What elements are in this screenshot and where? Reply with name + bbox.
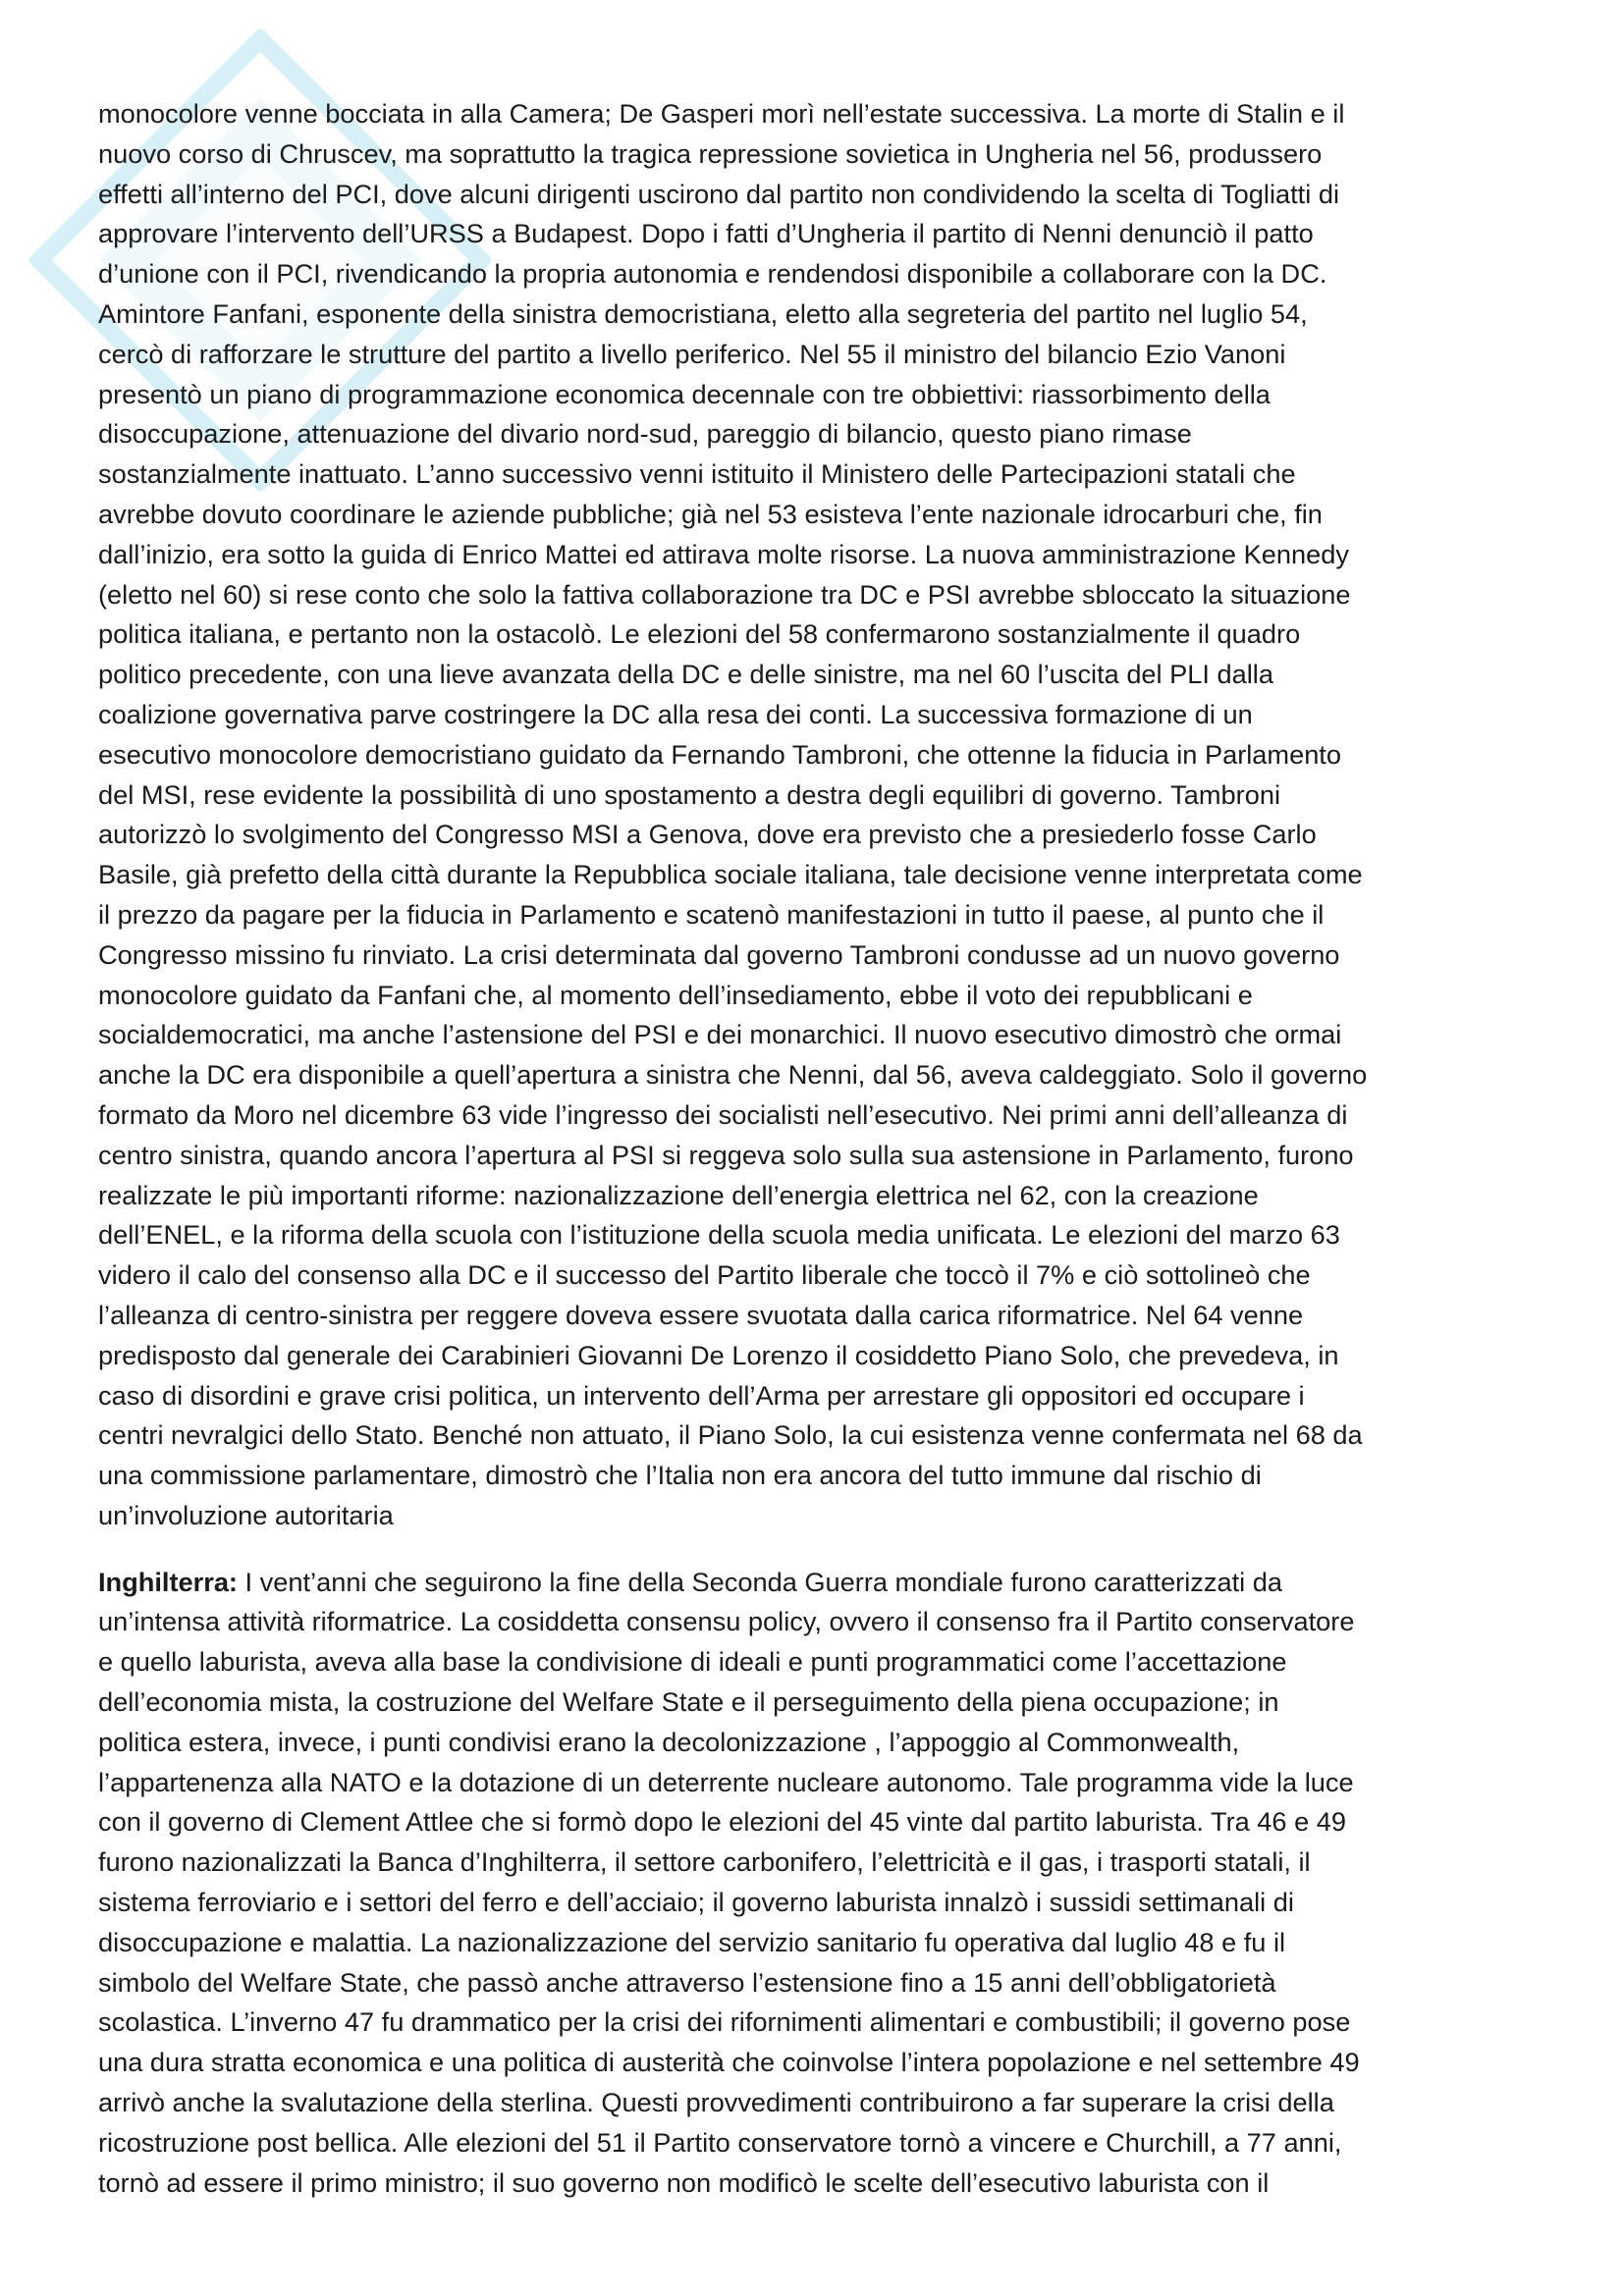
paragraph-italia-text: monocolore venne bocciata in alla Camera; De Gasperi morì nell’estate successiva. La morte di Stalin e il nuovo corso di Chruscev, ma soprattutto la tragica repressione sovietica in Ungheria nel 56, produssero effetti all’interno del PCI, dove alcuni dirigenti uscirono dal partito non condividendo la scelta di Togliatti di approvare l’intervento dell’URSS a Budapest. Dopo i fatti d’Ungheria il partito di Nenni denunciò il patto d’unione con il PCI, rivendicando la propria autonomia e rendendosi disponibile a collaborare con la DC. Amintore Fanfani, esponente della sinistra democristiana, eletto alla segreteria del partito nel luglio 54, cercò di rafforzare le strutture del partito a livello periferico. Nel 55 il ministro del bilancio Ezio Vanoni presentò un piano di programmazione economica decennale con tre obbiettivi: riassorbimento della disoccupazione, attenuazione del divario nord-sud, pareggio di bilancio, questo piano rimase sostanzialmente inattuato. L’anno successivo venni istituito il Ministero delle Partecipazioni statali che avrebbe dovuto coordinare le aziende pubbliche; già nel 53 esisteva l’ente nazionale idrocarburi che, fin dall’inizio, era sotto la guida di Enrico Mattei ed attirava molte risorse. La nuova amministrazione Kennedy (eletto nel 60) si rese conto che solo la fattiva collaborazione tra DC e PSI avrebbe sbloccato la situazione politica italiana, e pertanto non la ostacolò. Le elezioni del 58 confermarono sostanzialmente il quadro politico precedente, con una lieve avanzata della DC e delle sinistre, ma nel 60 l’uscita del PLI dalla coalizione governativa parve costringere la DC alla resa dei conti. La successiva formazione di un esecutivo monocolore democristiano guidato da Fernando Tambroni, che ottenne la fiducia in Parlamento del MSI, rese evidente la possibilità di uno spostamento a destra degli equilibri di governo. Tambroni autorizzò lo svolgimento del Congresso MSI a Genova, dove era previsto che a presiederlo fosse Carlo Basile, già prefetto della città durante la Repubblica sociale italiana, tale decisione venne interpretata come il prezzo da pagare per la fiducia in Parlamento e scatenò manifestazioni in tutto il paese, al punto che il Congresso missino fu rinviato. La crisi determinata dal governo Tambroni condusse ad un nuovo governo monocolore guidato da Fanfani che, al momento dell’insediamento, ebbe il voto dei repubblicani e socialdemocratici, ma anche l’astensione del PSI e dei monarchici. Il nuovo esecutivo dimostrò che ormai anche la DC era disponibile a quell’apertura a sinistra che Nenni, dal 56, aveva caldeggiato. Solo il governo formato da Moro nel dicembre 63 vide l’ingresso dei socialisti nell’esecutivo. Nei primi anni dell’alleanza di centro sinistra, quando ancora l’apertura al PSI si reggeva solo sulla sua astensione in Parlamento, furono realizzate le più importanti riforme: nazionalizzazione dell’energia elettrica nel 62, con la creazione dell’ENEL, e la riforma della scuola con l’istituzione della scuola media unificata. Le elezioni del marzo 63 videro il calo del consenso alla DC e il successo del Partito liberale che toccò il 7% e ciò sottolineò che l’alleanza di centro-sinistra per reggere doveva essere svuotata dalla carica riformatrice. Nel 64 venne predisposto dal generale dei Carabinieri Giovanni De Lorenzo il cosiddetto Piano Solo, che prevedeva, in caso di disordini e grave crisi politica, un intervento dell’Arma per arrestare gli oppositori ed occupare i centri nevralgici dello Stato. Benché non attuato, il Piano Solo, la cui esistenza venne confermata nel 68 da una commissione parlamentare, dimostrò che l’Italia non era ancora del tutto immune dal rischio di un’involuzione autoritaria	[98, 98, 1368, 1530]
paragraph-inghilterra-heading: Inghilterra:	[98, 1566, 238, 1597]
document-page	[98, 94, 1537, 2203]
paragraph-italia	[98, 94, 1537, 1536]
paragraph-inghilterra	[98, 1563, 1537, 2204]
paragraph-inghilterra-text: I vent’anni che seguirono la fine della Seconda Guerra mondiale furono caratterizzati da un’intensa attività riformatrice. La cosiddetta consensu policy, ovvero il consenso fra il Partito conservatore e quello laburista, aveva alla base la condivisione di ideali e punti programmatici come l’accettazione dell’economia mista, la costruzione del Welfare State e il perseguimento della piena occupazione; in politica estera, invece, i punti condivisi erano la decolonizzazione , l’appoggio al Commonwealth, l’appartenenza alla NATO e la dotazione di un deterrente nucleare autonomo. Tale programma vide la luce con il governo di Clement Attlee che si formò dopo le elezioni del 45 vinte dal partito laburista. Tra 46 e 49 furono nazionalizzati la Banca d’Inghilterra, il settore carbonifero, l’elettricità e il gas, i trasporti statali, il sistema ferroviario e i settori del ferro e dell’acciaio; il governo laburista innalzò i sussidi settimanali di disoccupazione e malattia. La nazionalizzazione del servizio sanitario fu operativa dal luglio 48 e fu il simbolo del Welfare State, che passò anche attraverso l’estensione fino a 15 anni dell’obbligatorietà scolastica. L’inverno 47 fu drammatico per la crisi dei rifornimenti alimentari e combustibili; il governo pose una dura stratta economica e una politica di austerità che coinvolse l’intera popolazione e nel settembre 49 arrivò anche la svalutazione della sterlina. Questi provvedimenti contribuirono a far superare la crisi della ricostruzione post bellica. Alle elezioni del 51 il Partito conservatore tornò a vincere e Churchill, a 77 anni, tornò ad essere il primo ministro; il suo governo non modificò le scelte dell’esecutivo laburista con il	[98, 1566, 1360, 2198]
